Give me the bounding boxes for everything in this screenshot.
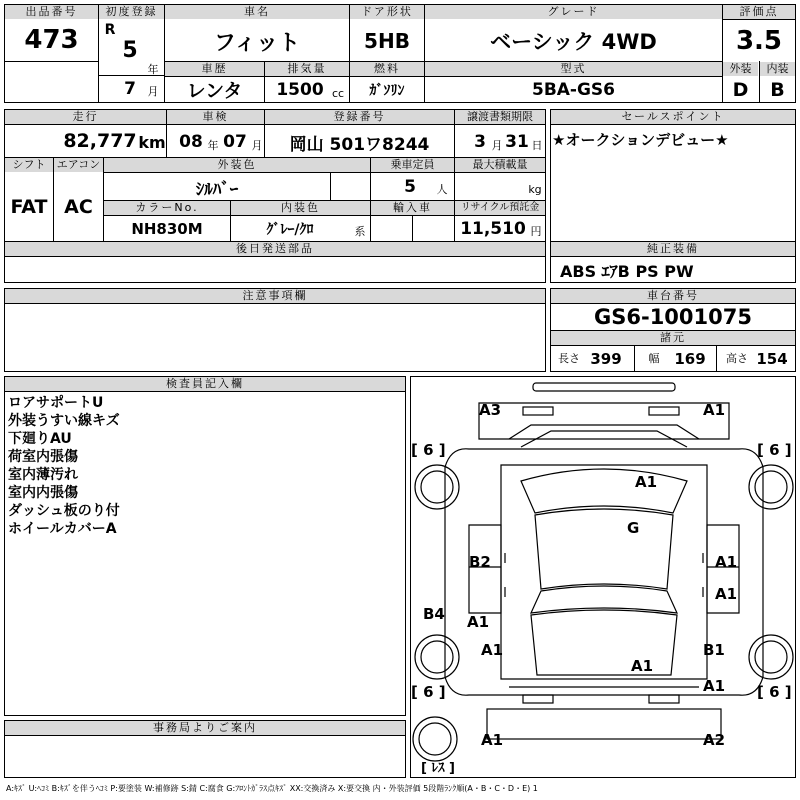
ac-label: エアコン [54, 158, 103, 172]
remark-line: 外装うすい線キズ [8, 413, 120, 429]
car-outline [411, 377, 797, 779]
color-no: NH830M [131, 220, 203, 238]
mark-a1-door-r1: A1 [715, 553, 738, 571]
plate: 岡山 501ワ8244 [289, 134, 430, 155]
car-name: フィット [213, 30, 301, 56]
mark-tire-rear-right: [ 6 ] [757, 683, 792, 701]
insp-month: 07 [223, 132, 247, 152]
int-color-unit: 系 [354, 225, 366, 238]
reg-year: 5 [122, 37, 138, 63]
mark-tire-front-left: [ 6 ] [411, 441, 446, 459]
capacity: 5 [404, 177, 416, 197]
sales-point-label: セールスポイント [551, 110, 795, 124]
length-label: 長さ [558, 352, 580, 365]
ext-color: ｼﾙﾊﾞｰ [195, 179, 239, 200]
int-color: ｸﾞﾚｰ/ｸﾛ [266, 222, 314, 238]
equipment-label: 純正装備 [551, 242, 795, 256]
int-color-label: 内装色 [231, 201, 370, 215]
door: 5HB [364, 29, 410, 53]
ext-label: 外装 [723, 62, 758, 76]
grade: ベーシック 4WD [490, 30, 657, 54]
mark-tire-rear-left: [ 6 ] [411, 683, 446, 701]
damage-diagram [410, 376, 796, 778]
mark-a1-door-left: A1 [467, 613, 490, 631]
model-label: 型式 [425, 62, 722, 76]
ext-color-label: 外装色 [104, 158, 370, 172]
transfer-month-unit: 月 [491, 139, 503, 152]
mark-a1-hood: A1 [635, 473, 658, 491]
specs-label: 諸元 [551, 331, 795, 345]
grade-label: グレード [425, 5, 722, 19]
history: レンタ [186, 80, 243, 102]
mark-a1-bumper-left: A1 [481, 731, 504, 749]
mark-a1-door-r2: A1 [715, 585, 738, 603]
car-name-label: 車名 [165, 5, 349, 19]
legend: A:ｷｽﾞ U:ﾍｺﾐ B:ｷｽﾞを伴うﾍｺﾐ P:要塗装 W:補修跡 S:錆 C:腐食 G:ﾌﾛﾝﾄｶﾞﾗｽ点ｷｽﾞ XX:交換済み X:要交換 内・外装評価 5段階ﾗﾝｸ順(A・B・C・D・E) 1 [6, 784, 538, 793]
displacement: 1500 [276, 80, 324, 100]
max-load-label: 最大積載量 [455, 158, 545, 172]
remark-line: 荷室内張傷 [8, 449, 78, 465]
plate-label: 登録番号 [265, 110, 454, 124]
mark-b4-door: B4 [423, 605, 445, 623]
int-grade: B [770, 78, 785, 101]
recycle-label: リサイクル預託金 [455, 201, 545, 215]
later-parts-label: 後日発送部品 [5, 242, 545, 256]
remark-line: ダッシュ板のり付 [8, 503, 120, 519]
history-label: 車歴 [165, 62, 264, 76]
score: 3.5 [735, 26, 783, 56]
ac: AC [64, 196, 93, 218]
chassis-label: 車台番号 [551, 289, 795, 303]
era: R [104, 22, 116, 38]
length: 399 [590, 350, 622, 368]
insp-year: 08 [179, 132, 203, 152]
reg-month-unit: 月 [147, 85, 159, 98]
lot-number: 473 [24, 25, 79, 55]
import-label: 輸入車 [371, 201, 454, 215]
remark-line: ホイールカバーA [8, 521, 117, 537]
mileage: 82,777 [63, 130, 137, 152]
mileage-label: 走行 [5, 110, 166, 124]
color-no-label: カラーNo. [104, 201, 230, 215]
remark-line: 室内内張傷 [8, 485, 78, 501]
mark-a2-bumper-right: A2 [703, 731, 726, 749]
score-label: 評価点 [723, 5, 795, 19]
mark-g-windshield: G [627, 519, 640, 537]
width: 169 [674, 350, 706, 368]
capacity-unit: 人 [436, 183, 448, 196]
width-label: 幅 [648, 352, 660, 365]
ext-grade: D [732, 78, 749, 101]
mark-a3-front-left: A3 [479, 401, 502, 419]
mark-a1-rear-right: A1 [703, 677, 726, 695]
office-label: 事務局よりご案内 [5, 721, 405, 735]
mileage-unit: km [138, 132, 166, 152]
recycle: 11,510 [460, 219, 526, 239]
mark-a1-rear-left: A1 [481, 641, 504, 659]
reg-month: 7 [124, 79, 136, 99]
height-label: 高さ [726, 352, 748, 365]
lot-label: 出品番号 [5, 5, 98, 19]
equipment-text: ABS ｴｱB PS PW [560, 261, 694, 281]
door-label: ドア形状 [350, 5, 424, 19]
mark-tire-front-right: [ 6 ] [757, 441, 792, 459]
inspector-remarks [8, 394, 120, 538]
mark-a1-front-right: A1 [703, 401, 726, 419]
transfer-label: 譲渡書類期限 [455, 110, 545, 124]
notes-label: 注意事項欄 [5, 289, 545, 303]
inspection-label: 車検 [167, 110, 264, 124]
transfer-day-unit: 日 [531, 139, 543, 152]
mark-b2-door: B2 [469, 553, 491, 571]
shift: FAT [10, 196, 48, 218]
transfer-day: 31 [505, 132, 529, 152]
remark-line: ロアサポートU [8, 395, 104, 411]
mark-a1-trunk: A1 [631, 657, 654, 675]
chassis-number: GS6-1001075 [594, 305, 752, 329]
mark-b1-rear-right: B1 [703, 641, 725, 659]
recycle-unit: 円 [530, 225, 542, 238]
max-load-unit: kg [528, 182, 542, 196]
first-reg-label: 初度登録 [99, 5, 164, 19]
transfer-month: 3 [474, 132, 486, 152]
displacement-label: 排気量 [265, 62, 349, 76]
capacity-label: 乗車定員 [371, 158, 454, 172]
inspector-label: 検査員記入欄 [5, 377, 405, 391]
insp-month-unit: 月 [251, 139, 263, 152]
remark-line: 下廻りAU [8, 431, 72, 447]
insp-year-unit: 年 [207, 139, 219, 152]
shift-label: シフト [5, 158, 53, 172]
int-label: 内装 [760, 62, 795, 76]
fuel-label: 燃料 [350, 62, 424, 76]
remark-line: 室内薄汚れ [8, 467, 78, 483]
fuel: ｶﾞｿﾘﾝ [369, 82, 405, 99]
mark-spare-tire: [ ﾚｽ ] [421, 761, 455, 776]
reg-year-unit: 年 [147, 63, 159, 76]
displacement-unit: cc [331, 86, 345, 100]
model: 5BA-GS6 [531, 79, 616, 100]
sales-point-text: ★オークションデビュー★ [552, 130, 729, 149]
height: 154 [756, 350, 788, 368]
